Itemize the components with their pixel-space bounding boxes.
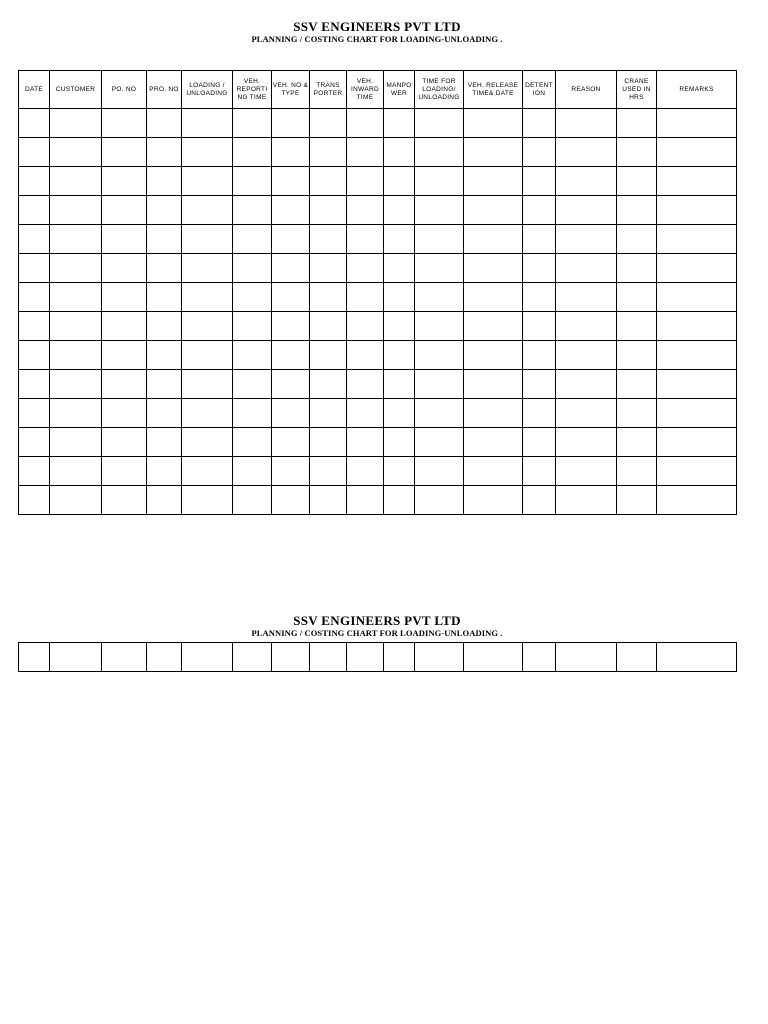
table-cell[interactable] bbox=[464, 312, 523, 341]
table-cell[interactable] bbox=[617, 283, 657, 312]
table-cell[interactable] bbox=[19, 254, 50, 283]
table-cell[interactable] bbox=[384, 225, 415, 254]
table-cell[interactable] bbox=[523, 109, 556, 138]
table-cell[interactable] bbox=[233, 196, 272, 225]
table-cell[interactable] bbox=[147, 254, 182, 283]
table-cell[interactable] bbox=[272, 138, 310, 167]
table-cell[interactable] bbox=[310, 138, 347, 167]
table-cell[interactable] bbox=[19, 370, 50, 399]
table-cell[interactable] bbox=[415, 428, 464, 457]
table-cell[interactable] bbox=[272, 643, 310, 672]
table-cell[interactable] bbox=[147, 283, 182, 312]
table-cell[interactable] bbox=[657, 283, 737, 312]
table-cell[interactable] bbox=[556, 196, 617, 225]
table-cell[interactable] bbox=[657, 457, 737, 486]
table-cell[interactable] bbox=[102, 457, 147, 486]
table-cell[interactable] bbox=[617, 225, 657, 254]
table-cell[interactable] bbox=[310, 457, 347, 486]
table-cell[interactable] bbox=[347, 370, 384, 399]
table-cell[interactable] bbox=[464, 254, 523, 283]
col-header-crane-used: CRANE USED IN HRS bbox=[617, 71, 657, 109]
company-name: SSV ENGINEERS PVT LTD bbox=[293, 613, 461, 628]
table-cell[interactable] bbox=[182, 341, 233, 370]
table-cell[interactable] bbox=[310, 643, 347, 672]
table-cell[interactable] bbox=[233, 643, 272, 672]
table-cell[interactable] bbox=[272, 428, 310, 457]
table-cell[interactable] bbox=[50, 167, 102, 196]
table-cell[interactable] bbox=[233, 254, 272, 283]
table-cell[interactable] bbox=[523, 254, 556, 283]
table-cell[interactable] bbox=[523, 486, 556, 515]
table-cell[interactable] bbox=[147, 167, 182, 196]
table-cell[interactable] bbox=[147, 428, 182, 457]
sheet-header bbox=[18, 20, 736, 44]
table-cell[interactable] bbox=[347, 196, 384, 225]
table-cell[interactable] bbox=[182, 486, 233, 515]
table-cell[interactable] bbox=[310, 109, 347, 138]
table-body bbox=[19, 109, 737, 515]
table-cell[interactable] bbox=[464, 283, 523, 312]
col-header-loading-unloading: LOADING / UNLOADING bbox=[182, 71, 233, 109]
col-header-reason: REASON bbox=[556, 71, 617, 109]
table-cell[interactable] bbox=[310, 428, 347, 457]
col-header-time-for-loading: TIME FOR LOADING/ UNLOADING bbox=[415, 71, 464, 109]
table-cell[interactable] bbox=[617, 312, 657, 341]
table-cell[interactable] bbox=[102, 225, 147, 254]
table-cell[interactable] bbox=[233, 428, 272, 457]
table-cell[interactable] bbox=[102, 370, 147, 399]
table-cell[interactable] bbox=[556, 341, 617, 370]
table-cell[interactable] bbox=[310, 370, 347, 399]
table-cell[interactable] bbox=[384, 109, 415, 138]
col-header-detention: DETENT ION bbox=[523, 71, 556, 109]
table-cell[interactable] bbox=[310, 225, 347, 254]
table-cell[interactable] bbox=[415, 196, 464, 225]
table-cell[interactable] bbox=[556, 225, 617, 254]
table-cell[interactable] bbox=[147, 341, 182, 370]
table-cell[interactable] bbox=[617, 341, 657, 370]
col-header-veh-no-type: VEH. NO & TYPE bbox=[272, 71, 310, 109]
table-cell[interactable] bbox=[617, 254, 657, 283]
table-cell[interactable] bbox=[182, 312, 233, 341]
table-cell[interactable] bbox=[384, 138, 415, 167]
table-cell[interactable] bbox=[464, 457, 523, 486]
table-cell[interactable] bbox=[50, 196, 102, 225]
table-cell[interactable] bbox=[147, 370, 182, 399]
table-row bbox=[19, 167, 737, 196]
col-header-veh-inward-time: VEH. INWARD TIME bbox=[347, 71, 384, 109]
table-cell[interactable] bbox=[384, 254, 415, 283]
table-cell[interactable] bbox=[464, 370, 523, 399]
table-cell[interactable] bbox=[415, 457, 464, 486]
table-cell[interactable] bbox=[272, 341, 310, 370]
table-body bbox=[19, 643, 737, 672]
table-row bbox=[19, 254, 737, 283]
table-cell[interactable] bbox=[347, 167, 384, 196]
table-cell[interactable] bbox=[182, 167, 233, 196]
table-cell[interactable] bbox=[147, 312, 182, 341]
table-cell[interactable] bbox=[310, 283, 347, 312]
table-cell[interactable] bbox=[415, 254, 464, 283]
table-cell[interactable] bbox=[233, 370, 272, 399]
table-cell[interactable] bbox=[310, 486, 347, 515]
table-cell[interactable] bbox=[415, 370, 464, 399]
table-cell[interactable] bbox=[19, 312, 50, 341]
table-cell[interactable] bbox=[182, 643, 233, 672]
table-row bbox=[19, 457, 737, 486]
table-cell[interactable] bbox=[182, 399, 233, 428]
table-cell[interactable] bbox=[272, 167, 310, 196]
table-cell[interactable] bbox=[384, 643, 415, 672]
table-cell[interactable] bbox=[310, 312, 347, 341]
table-cell[interactable] bbox=[147, 486, 182, 515]
table-cell[interactable] bbox=[523, 370, 556, 399]
table-cell[interactable] bbox=[19, 399, 50, 428]
table-row bbox=[19, 428, 737, 457]
table-cell[interactable] bbox=[182, 196, 233, 225]
chart-subtitle: PLANNING / COSTING CHART FOR LOADING-UNLOADING . bbox=[251, 34, 503, 44]
table-cell[interactable] bbox=[19, 196, 50, 225]
table-cell[interactable] bbox=[617, 138, 657, 167]
table-cell[interactable] bbox=[19, 138, 50, 167]
table-cell[interactable] bbox=[415, 167, 464, 196]
table-cell[interactable] bbox=[415, 399, 464, 428]
table-cell[interactable] bbox=[657, 312, 737, 341]
table-cell[interactable] bbox=[464, 225, 523, 254]
table-cell[interactable] bbox=[617, 486, 657, 515]
table-cell[interactable] bbox=[556, 138, 617, 167]
table-cell[interactable] bbox=[415, 138, 464, 167]
table-cell[interactable] bbox=[19, 457, 50, 486]
table-cell[interactable] bbox=[272, 254, 310, 283]
table-cell[interactable] bbox=[347, 312, 384, 341]
table-row bbox=[19, 283, 737, 312]
table-cell[interactable] bbox=[657, 196, 737, 225]
table-cell[interactable] bbox=[147, 457, 182, 486]
table-cell[interactable] bbox=[347, 138, 384, 167]
table-cell[interactable] bbox=[617, 643, 657, 672]
table-cell[interactable] bbox=[182, 225, 233, 254]
table-cell[interactable] bbox=[50, 109, 102, 138]
table-cell[interactable] bbox=[347, 109, 384, 138]
table-cell[interactable] bbox=[50, 138, 102, 167]
table-cell[interactable] bbox=[272, 109, 310, 138]
table-cell[interactable] bbox=[523, 428, 556, 457]
table-cell[interactable] bbox=[464, 138, 523, 167]
table-cell[interactable] bbox=[347, 457, 384, 486]
table-row bbox=[19, 138, 737, 167]
table-cell[interactable] bbox=[182, 457, 233, 486]
table-cell[interactable] bbox=[657, 486, 737, 515]
table-cell[interactable] bbox=[272, 283, 310, 312]
table-cell[interactable] bbox=[415, 225, 464, 254]
table-cell[interactable] bbox=[617, 399, 657, 428]
table-cell[interactable] bbox=[102, 167, 147, 196]
table-cell[interactable] bbox=[617, 457, 657, 486]
table-cell[interactable] bbox=[657, 428, 737, 457]
table-cell[interactable] bbox=[384, 312, 415, 341]
table-cell[interactable] bbox=[50, 283, 102, 312]
table-cell[interactable] bbox=[233, 167, 272, 196]
table-cell[interactable] bbox=[50, 225, 102, 254]
table-cell[interactable] bbox=[657, 254, 737, 283]
table-cell[interactable] bbox=[102, 486, 147, 515]
table-cell[interactable] bbox=[19, 225, 50, 254]
table-cell[interactable] bbox=[657, 167, 737, 196]
table-cell[interactable] bbox=[50, 643, 102, 672]
table-cell[interactable] bbox=[147, 399, 182, 428]
table-cell[interactable] bbox=[233, 225, 272, 254]
table-cell[interactable] bbox=[523, 457, 556, 486]
table-cell[interactable] bbox=[19, 341, 50, 370]
table-cell[interactable] bbox=[233, 457, 272, 486]
col-header-veh-reporting-time: VEH. REPORTI NG TIME bbox=[233, 71, 272, 109]
table-cell[interactable] bbox=[102, 109, 147, 138]
table-row bbox=[19, 486, 737, 515]
table-cell[interactable] bbox=[182, 428, 233, 457]
table-cell[interactable] bbox=[147, 225, 182, 254]
table-row bbox=[19, 370, 737, 399]
table-cell[interactable] bbox=[556, 109, 617, 138]
table-cell[interactable] bbox=[310, 341, 347, 370]
table-cell[interactable] bbox=[384, 341, 415, 370]
table-cell[interactable] bbox=[464, 486, 523, 515]
table-cell[interactable] bbox=[347, 643, 384, 672]
table-cell[interactable] bbox=[384, 196, 415, 225]
table-cell[interactable] bbox=[19, 643, 50, 672]
table-cell[interactable] bbox=[523, 312, 556, 341]
table-cell[interactable] bbox=[556, 312, 617, 341]
table-cell[interactable] bbox=[50, 399, 102, 428]
table-cell[interactable] bbox=[523, 196, 556, 225]
table-cell[interactable] bbox=[556, 254, 617, 283]
table-cell[interactable] bbox=[523, 341, 556, 370]
table-cell[interactable] bbox=[50, 370, 102, 399]
table-cell[interactable] bbox=[384, 457, 415, 486]
table-row bbox=[19, 399, 737, 428]
col-header-manpower: MANPO WER bbox=[384, 71, 415, 109]
table-cell[interactable] bbox=[415, 341, 464, 370]
table-cell[interactable] bbox=[102, 196, 147, 225]
table-cell[interactable] bbox=[19, 428, 50, 457]
table-cell[interactable] bbox=[102, 428, 147, 457]
table-row bbox=[19, 312, 737, 341]
table-cell[interactable] bbox=[347, 428, 384, 457]
table-cell[interactable] bbox=[556, 428, 617, 457]
table-cell[interactable] bbox=[464, 399, 523, 428]
table-cell[interactable] bbox=[102, 254, 147, 283]
col-header-customer: CUSTOMER bbox=[50, 71, 102, 109]
table-cell[interactable] bbox=[556, 399, 617, 428]
table-cell[interactable] bbox=[556, 283, 617, 312]
table-cell[interactable] bbox=[657, 643, 737, 672]
table-cell[interactable] bbox=[272, 457, 310, 486]
table-cell[interactable] bbox=[50, 312, 102, 341]
table-cell[interactable] bbox=[102, 643, 147, 672]
table-cell[interactable] bbox=[464, 109, 523, 138]
col-header-remarks: REMARKS bbox=[657, 71, 737, 109]
table-cell[interactable] bbox=[415, 283, 464, 312]
table-cell[interactable] bbox=[310, 167, 347, 196]
table-cell[interactable] bbox=[415, 643, 464, 672]
table-cell[interactable] bbox=[50, 486, 102, 515]
table-cell[interactable] bbox=[384, 486, 415, 515]
table-cell[interactable] bbox=[102, 138, 147, 167]
table-cell[interactable] bbox=[556, 457, 617, 486]
table-cell[interactable] bbox=[617, 370, 657, 399]
chart-subtitle: PLANNING / COSTING CHART FOR LOADING-UNLOADING . bbox=[251, 628, 503, 638]
table-cell[interactable] bbox=[147, 138, 182, 167]
table-cell[interactable] bbox=[415, 312, 464, 341]
table-cell[interactable] bbox=[384, 428, 415, 457]
table-cell[interactable] bbox=[464, 196, 523, 225]
table-cell[interactable] bbox=[182, 254, 233, 283]
table-cell[interactable] bbox=[310, 196, 347, 225]
loading-chart-table-continued bbox=[18, 642, 737, 672]
table-cell[interactable] bbox=[464, 341, 523, 370]
table-cell[interactable] bbox=[310, 399, 347, 428]
table-cell[interactable] bbox=[464, 167, 523, 196]
table-cell[interactable] bbox=[347, 486, 384, 515]
table-cell[interactable] bbox=[464, 643, 523, 672]
col-header-veh-release-time: VEH. RELEASE TIME& DATE bbox=[464, 71, 523, 109]
table-cell[interactable] bbox=[50, 341, 102, 370]
table-cell[interactable] bbox=[102, 312, 147, 341]
sheet-header bbox=[18, 614, 736, 638]
table-cell[interactable] bbox=[347, 283, 384, 312]
table-cell[interactable] bbox=[415, 486, 464, 515]
table-cell[interactable] bbox=[50, 428, 102, 457]
table-cell[interactable] bbox=[233, 138, 272, 167]
table-cell[interactable] bbox=[147, 643, 182, 672]
table-cell[interactable] bbox=[617, 109, 657, 138]
table-cell[interactable] bbox=[182, 283, 233, 312]
table-cell[interactable] bbox=[617, 167, 657, 196]
table-cell[interactable] bbox=[233, 283, 272, 312]
table-cell[interactable] bbox=[384, 399, 415, 428]
table-cell[interactable] bbox=[102, 283, 147, 312]
table-cell[interactable] bbox=[556, 486, 617, 515]
table-cell[interactable] bbox=[233, 399, 272, 428]
table-cell[interactable] bbox=[233, 341, 272, 370]
table-row bbox=[19, 341, 737, 370]
table-cell[interactable] bbox=[233, 312, 272, 341]
table-cell[interactable] bbox=[657, 225, 737, 254]
table-cell[interactable] bbox=[384, 370, 415, 399]
table-row bbox=[19, 225, 737, 254]
table-cell[interactable] bbox=[272, 196, 310, 225]
table-cell[interactable] bbox=[233, 486, 272, 515]
table-cell[interactable] bbox=[617, 428, 657, 457]
table-cell[interactable] bbox=[523, 138, 556, 167]
table-cell[interactable] bbox=[523, 167, 556, 196]
table-header-row bbox=[19, 71, 737, 109]
table-cell[interactable] bbox=[464, 428, 523, 457]
table-cell[interactable] bbox=[556, 643, 617, 672]
table-cell[interactable] bbox=[19, 167, 50, 196]
table-cell[interactable] bbox=[657, 138, 737, 167]
table-cell[interactable] bbox=[233, 109, 272, 138]
table-cell[interactable] bbox=[272, 312, 310, 341]
col-header-pro-no: PRO. NO bbox=[147, 71, 182, 109]
table-cell[interactable] bbox=[272, 486, 310, 515]
table-cell[interactable] bbox=[657, 399, 737, 428]
table-cell[interactable] bbox=[147, 109, 182, 138]
col-header-po-no: PO. NO bbox=[102, 71, 147, 109]
table-cell[interactable] bbox=[272, 399, 310, 428]
table-cell[interactable] bbox=[102, 341, 147, 370]
table-cell[interactable] bbox=[19, 486, 50, 515]
table-cell[interactable] bbox=[19, 109, 50, 138]
table-cell[interactable] bbox=[347, 399, 384, 428]
table-cell[interactable] bbox=[556, 370, 617, 399]
table-cell[interactable] bbox=[523, 643, 556, 672]
table-cell[interactable] bbox=[272, 225, 310, 254]
table-cell[interactable] bbox=[415, 109, 464, 138]
company-name: SSV ENGINEERS PVT LTD bbox=[293, 19, 461, 34]
col-header-transporter: TRANS PORTER bbox=[310, 71, 347, 109]
table-cell[interactable] bbox=[182, 138, 233, 167]
table-cell[interactable] bbox=[147, 196, 182, 225]
table-cell[interactable] bbox=[272, 370, 310, 399]
table-cell[interactable] bbox=[523, 399, 556, 428]
table-cell[interactable] bbox=[347, 225, 384, 254]
table-row bbox=[19, 643, 737, 672]
table-cell[interactable] bbox=[310, 254, 347, 283]
table-cell[interactable] bbox=[384, 283, 415, 312]
col-header-date: DATE bbox=[19, 71, 50, 109]
table-cell[interactable] bbox=[657, 109, 737, 138]
table-cell[interactable] bbox=[556, 167, 617, 196]
table-cell[interactable] bbox=[50, 457, 102, 486]
table-cell[interactable] bbox=[182, 370, 233, 399]
table-cell[interactable] bbox=[347, 254, 384, 283]
table-cell[interactable] bbox=[657, 370, 737, 399]
table-cell[interactable] bbox=[182, 109, 233, 138]
table-cell[interactable] bbox=[102, 399, 147, 428]
table-cell[interactable] bbox=[50, 254, 102, 283]
table-row bbox=[19, 109, 737, 138]
table-cell[interactable] bbox=[523, 283, 556, 312]
loading-chart-table bbox=[18, 70, 737, 515]
table-cell[interactable] bbox=[384, 167, 415, 196]
table-cell[interactable] bbox=[657, 341, 737, 370]
table-cell[interactable] bbox=[19, 283, 50, 312]
table-cell[interactable] bbox=[523, 225, 556, 254]
table-row bbox=[19, 196, 737, 225]
table-cell[interactable] bbox=[347, 341, 384, 370]
table-cell[interactable] bbox=[617, 196, 657, 225]
